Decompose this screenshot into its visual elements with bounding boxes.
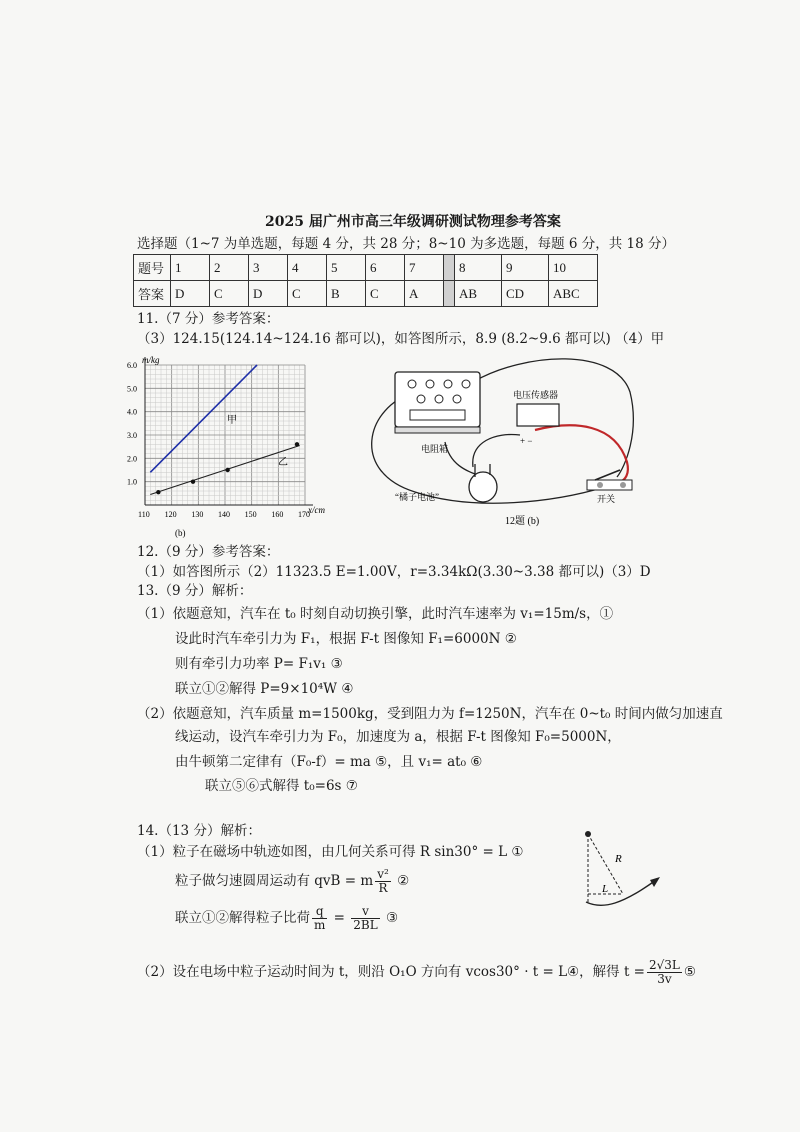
- table-row-numbers: [134, 255, 598, 281]
- graph-caption: (b): [175, 528, 186, 538]
- table-header-cell: 答案: [134, 281, 171, 307]
- table-row-answers: [134, 281, 598, 307]
- x-tick-label: 170: [298, 510, 310, 519]
- resistor-box-display: [410, 410, 465, 420]
- table-cell: CD: [502, 281, 549, 307]
- answer-graph: [125, 350, 325, 540]
- label-yi: 乙: [278, 457, 288, 468]
- sensor-terminals: + −: [520, 436, 533, 446]
- frac-num: q: [312, 905, 327, 919]
- frac-num: v: [351, 905, 379, 919]
- table-cell: 6: [366, 255, 405, 281]
- x-tick-label: 140: [218, 510, 230, 519]
- table-cell: C: [288, 281, 327, 307]
- y-tick-label: 3.0: [127, 431, 137, 440]
- table-cell: 4: [288, 255, 327, 281]
- trajectory-arc: [586, 880, 656, 905]
- q13-line: （2）依题意知，汽车质量 m=1500kg，受到阻力为 f=1250N，汽车在 0~t₀ 时间内做匀加速直: [137, 706, 723, 722]
- circuit-caption: 12题 (b): [505, 516, 540, 527]
- graph-ticks: [127, 361, 310, 519]
- q14-heading: 14.（13 分）解析：: [137, 823, 261, 839]
- switch-lever: [595, 470, 620, 480]
- x-tick-label: 110: [138, 510, 150, 519]
- q13-line: 则有牵引力功率 P= F₁v₁ ③: [175, 656, 343, 672]
- q14-l2-post: ②: [392, 873, 410, 889]
- q14-l4-pre: （2）设在电场中粒子运动时间为 t，则沿 O₁O 方向有 vcos30° · t = L④，解得 t =: [137, 964, 645, 980]
- table-cell: 9: [502, 255, 549, 281]
- table-cell: C: [210, 281, 249, 307]
- sensor-label: 电压传感器: [513, 390, 559, 400]
- wire-red: [535, 425, 628, 482]
- table-cell: D: [171, 281, 210, 307]
- q14-line-2: [175, 866, 409, 896]
- resistor-box-label: 电阻箱: [421, 444, 449, 454]
- fraction-v2-over-r: [375, 868, 391, 895]
- q13-line: （1）依题意知，汽车在 t₀ 时刻自动切换引擎，此时汽车速率为 v₁=15m/s，①: [137, 606, 614, 622]
- frac-den: 3v: [657, 972, 672, 986]
- q11-heading: 11.（7 分）参考答案：: [137, 311, 280, 327]
- y-tick-label: 6.0: [127, 361, 137, 370]
- table-cell: D: [249, 281, 288, 307]
- q14-l4-post: ⑤: [683, 964, 696, 980]
- data-point-yi: [295, 442, 299, 446]
- fraction-v-over-2bl: [351, 905, 379, 932]
- table-gap-cell: [444, 281, 455, 307]
- x-tick-label: 160: [271, 510, 284, 519]
- table-cell: ABC: [549, 281, 598, 307]
- q14-line-4: [137, 955, 696, 989]
- y-tick-label: 1.0: [127, 477, 137, 487]
- graph-grid: [145, 365, 305, 505]
- wire-sensor-neg: [473, 434, 520, 467]
- frac-num: 2√3L: [648, 958, 680, 972]
- frac-den: R: [378, 881, 388, 895]
- x-tick-label: 150: [244, 510, 257, 519]
- y-tick-label: 4.0: [127, 407, 137, 417]
- q13-line: 设此时汽车牵引力为 F₁，根据 F-t 图像知 F₁=6000N ②: [175, 631, 517, 647]
- q13-line: 联立⑤⑥式解得 t₀=6s ⑦: [205, 778, 358, 794]
- data-point-yi: [225, 468, 229, 472]
- q11-answer: （3）124.15(124.14~124.16 都可以)，如答图所示，8.9 (8.2~9.6 都可以) （4）甲: [137, 331, 665, 347]
- y-axis-label: m/kg: [142, 355, 160, 365]
- table-cell: 8: [455, 255, 502, 281]
- q14-l3-eq: =: [329, 910, 350, 926]
- q13-line: 线运动，设汽车牵引力为 F₀，加速度为 a，根据 F-t 图像知 F₀=5000N，: [175, 729, 621, 745]
- switch-label: 开关: [597, 494, 616, 504]
- frac-den: m: [314, 918, 326, 932]
- table-gap-cell: [444, 255, 455, 281]
- q13-line: 由牛顿第二定律有（F₀-f）= ma ⑤，且 v₁= at₀ ⑥: [175, 754, 483, 770]
- answer-table: [133, 254, 598, 307]
- table-header-cell: 题号: [134, 255, 171, 281]
- label-jia: 甲: [227, 415, 237, 426]
- q14-line-3: [175, 903, 398, 933]
- q14-l3-pre: 联立①②解得粒子比荷: [175, 910, 310, 926]
- data-point-yi: [191, 479, 195, 483]
- table-cell: 7: [405, 255, 444, 281]
- mc-note: 选择题（1~7 为单选题，每题 4 分，共 28 分；8~10 为多选题，每题 6 分，共 18 分）: [137, 236, 676, 252]
- y-tick-label: 5.0: [127, 384, 137, 394]
- table-cell: AB: [455, 281, 502, 307]
- fraction-q-over-m: [312, 905, 327, 932]
- battery-label: “橘子电池”: [395, 492, 439, 502]
- q12-answer: （1）如答图所示（2）11323.5 E=1.00V，r=3.34kΩ(3.30~3.38 都可以)（3）D: [137, 564, 651, 580]
- x-tick-label: 130: [191, 510, 204, 519]
- fraction-t: [647, 959, 682, 986]
- orange-battery: [469, 472, 497, 502]
- frac-num: v²: [377, 867, 389, 881]
- q14-l3-post: ③: [381, 910, 399, 926]
- table-cell: 10: [549, 255, 598, 281]
- q12-heading: 12.（9 分）参考答案：: [137, 544, 280, 560]
- table-cell: 1: [171, 255, 210, 281]
- circuit-diagram: [355, 352, 670, 532]
- q14-line: （1）粒子在磁场中轨迹如图，由几何关系可得 R sin30° = L ①: [137, 844, 524, 860]
- label-r: R: [615, 853, 622, 865]
- table-cell: 2: [210, 255, 249, 281]
- data-point-yi: [156, 490, 160, 494]
- label-l: L: [602, 883, 609, 895]
- trajectory-figure: [578, 822, 668, 912]
- y-tick-label: 2.0: [127, 454, 137, 464]
- x-axis-label: x/cm: [308, 505, 325, 515]
- page-title: 2025 届广州市高三年级调研测试物理参考答案: [265, 214, 561, 230]
- table-cell: 5: [327, 255, 366, 281]
- arrow-head: [650, 877, 660, 887]
- table-cell: C: [366, 281, 405, 307]
- q13-heading: 13.（9 分）解析：: [137, 583, 253, 599]
- voltage-sensor: [517, 404, 559, 426]
- table-cell: A: [405, 281, 444, 307]
- table-cell: B: [327, 281, 366, 307]
- q13-line: 联立①②解得 P=9×10⁴W ④: [175, 681, 354, 697]
- frac-den: 2BL: [353, 918, 378, 932]
- x-tick-label: 120: [164, 510, 177, 519]
- resistor-box-base: [395, 427, 480, 433]
- q14-l2-pre: 粒子做匀速圆周运动有 qvB = m: [175, 873, 374, 889]
- table-cell: 3: [249, 255, 288, 281]
